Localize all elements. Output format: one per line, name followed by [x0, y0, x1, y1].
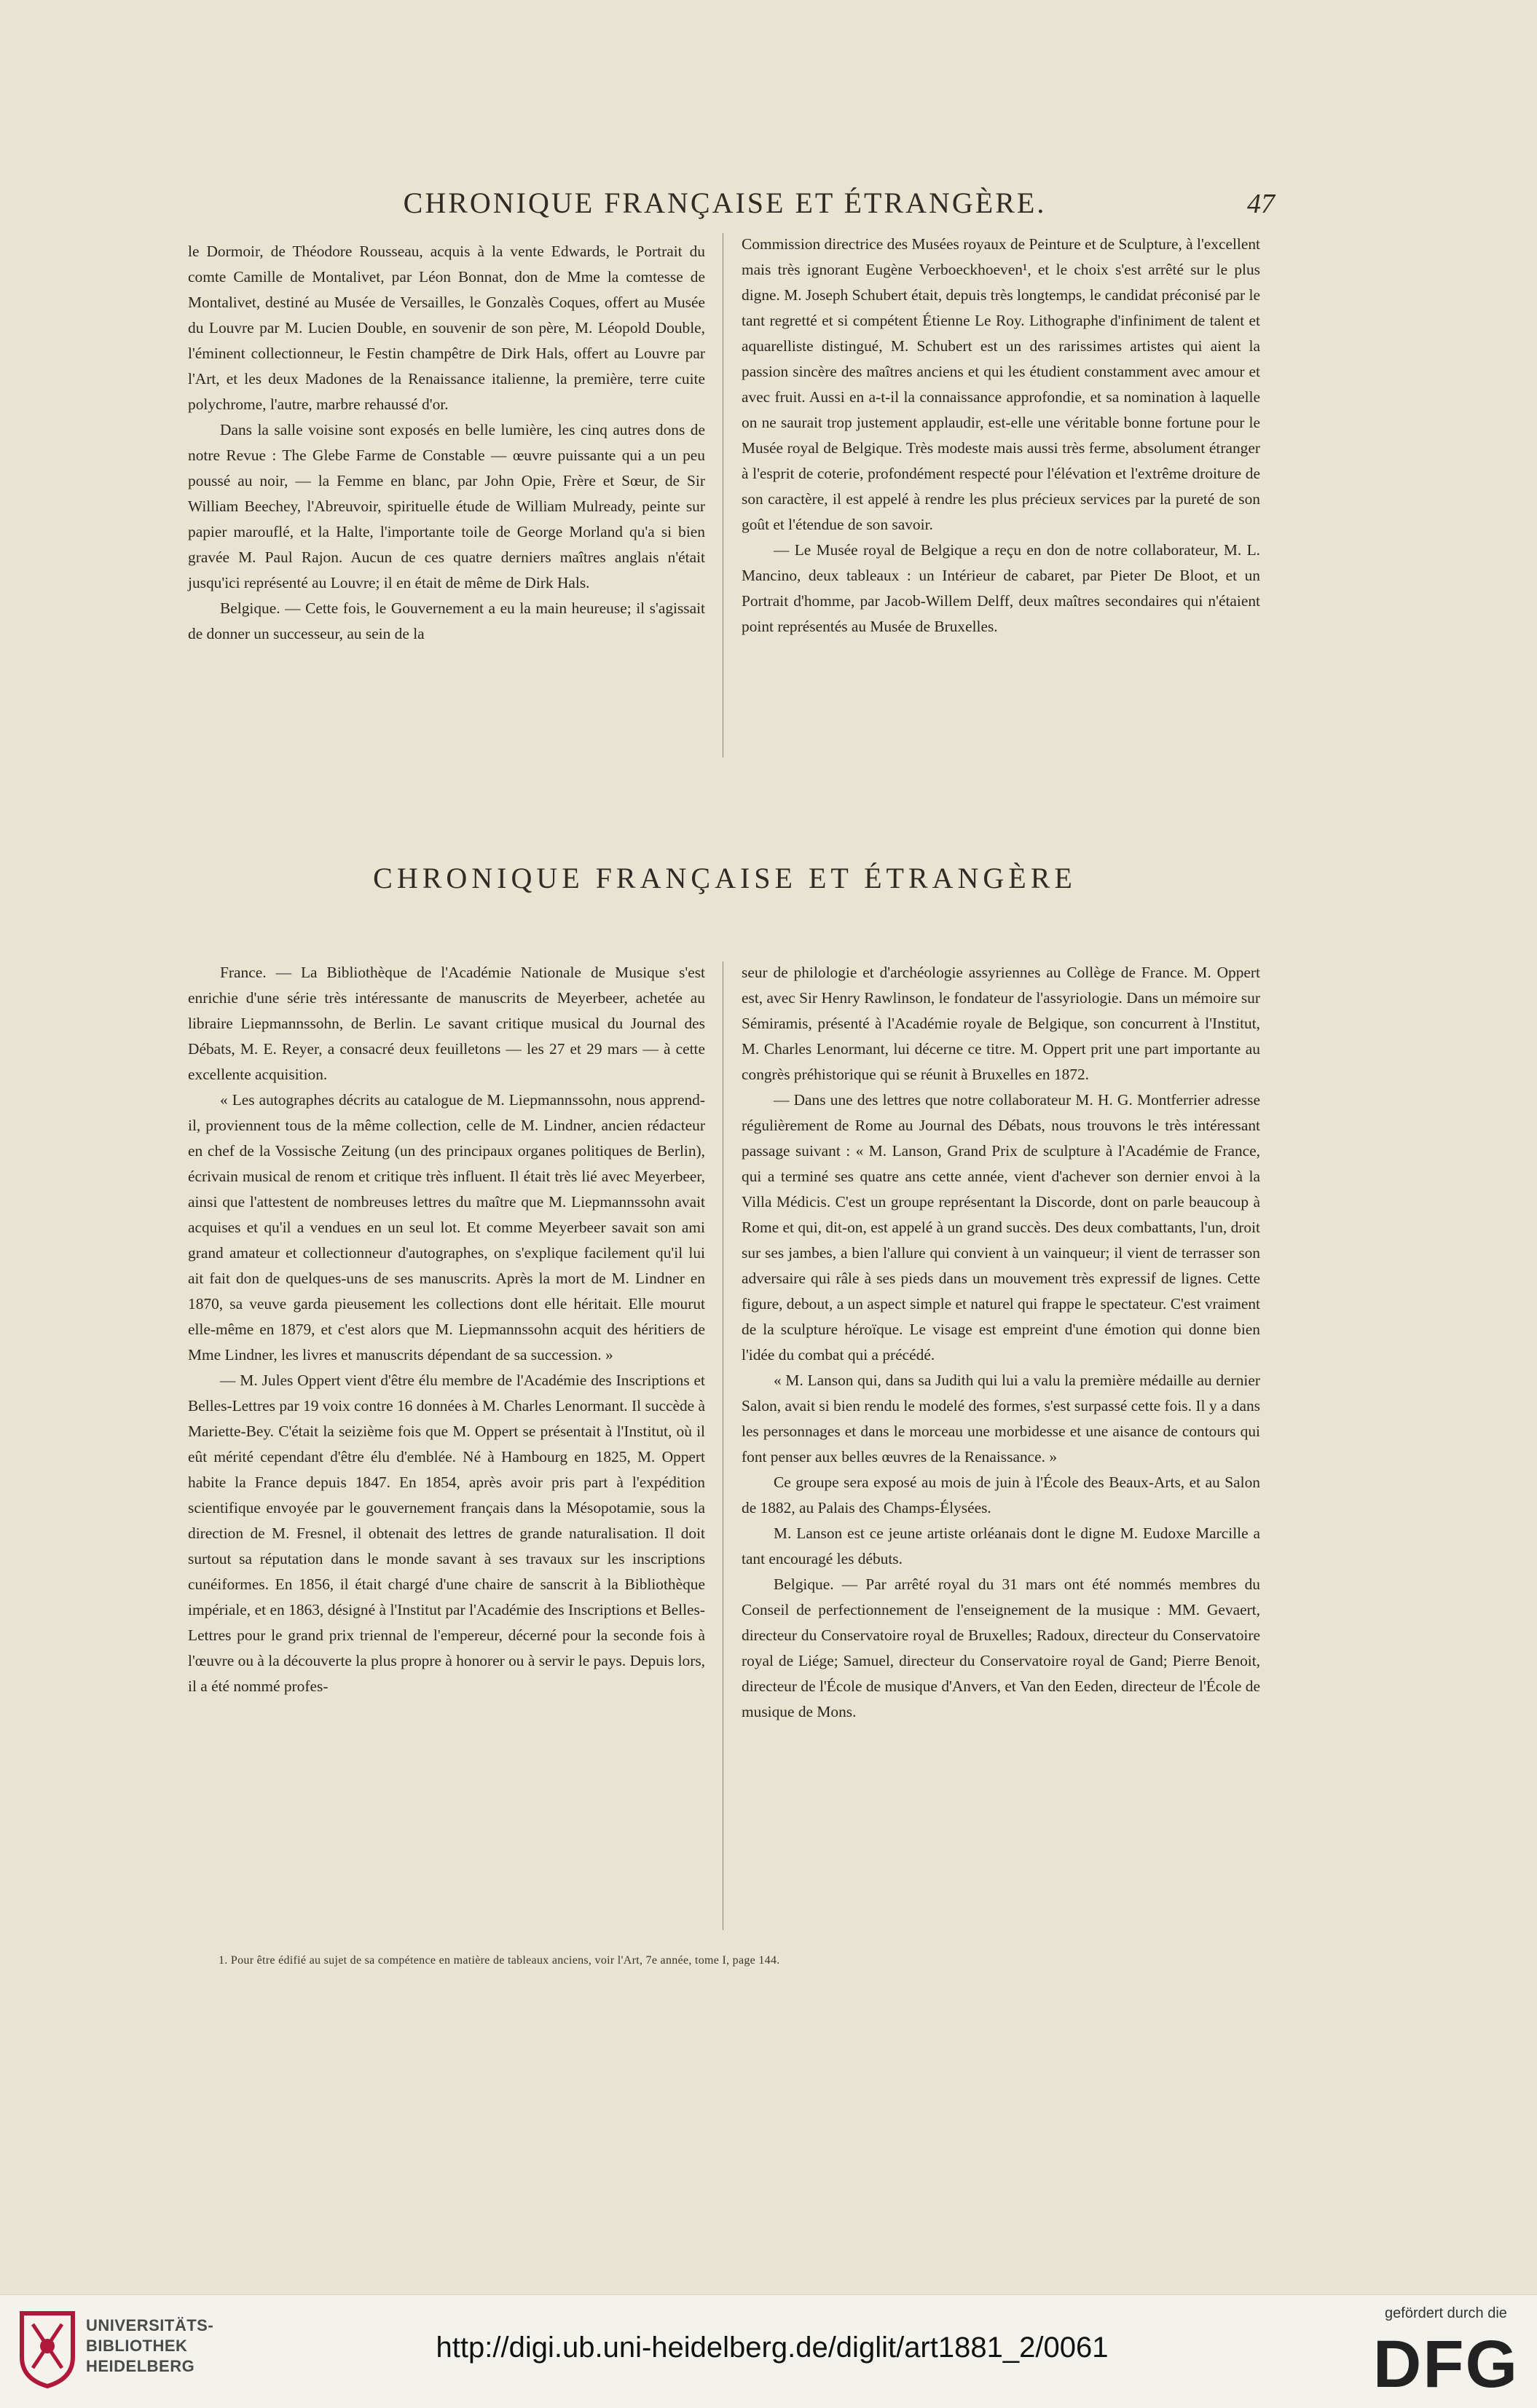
dfg-logo-icon[interactable] — [1369, 2330, 1522, 2396]
running-head-title: CHRONIQUE FRANÇAISE ET ÉTRANGÈRE. — [403, 186, 1047, 219]
university-seal-icon[interactable] — [15, 2310, 80, 2390]
paragraph: « M. Lanson qui, dans sa Judith qui lui a valu la première médaille au dernier Salon, avait si bien rendu le modelé des formes, s'est surpassé cette fois. Il y a dans les personnages et dans le morceau une morbidesse et une aisance de contours qui font penser aux belles œuvres de la Renaissance. » — [742, 1372, 1260, 1465]
paragraph: — M. Jules Oppert vient d'être élu membre de l'Académie des Inscriptions et Belles-Lettres par 19 voix contre 16 données à M. Charles Lenormant. Il succède à Mariette-Bey. C'était la seizième fois que M. Oppert se présentait à l'Institut, où il eût mérité cependant d'être élu d'emblée. Né à Hambourg en 1825, M. Oppert habite la France depuis 1847. En 1854, après avoir pris part à l'expédition scientifique envoyée par le gouvernement français dans la Mésopotamie, sous la direction de M. Fresnel, il obtenait des lettres de grande naturalisation. Il doit surtout sa réputation dans le monde savant à ses travaux sur les inscriptions cunéiformes. En 1856, il était chargé d'une chaire de sanscrit à la Bibliothèque impériale, et en 1863, désigné à l'Institut par l'Académie des Inscriptions et Belles-Lettres pour le grand prix triennal de l'empereur, décerné pour la seconde fois à l'œuvre ou à la découverte la plus propre à honorer ou à servir le pays. Depuis lors, il a été nommé profes- — [188, 1372, 705, 1695]
lower-left-column — [188, 960, 705, 1699]
paragraph: — Dans une des lettres que notre collaborateur M. H. G. Montferrier adresse régulièrement de Rome au Journal des Débats, nous trouvons le très intéressant passage suivant : « M. Lanson, Grand Prix de sculpture à l'Académie de France, qui a terminé ses quatre ans cette année, vient d'achever son dernier envoi à la Villa Médicis. C'est un groupe représentant la Discorde, dont on parle beaucoup à Rome et qui, dit-on, est appelé à un grand succès. Des deux combattants, l'un, droit sur ses jambes, a bien l'allure qui convient à un vainqueur; il vient de terrasser son adversaire qui râle à ses pieds dans un mouvement très expressif de lignes. Cette figure, debout, a un aspect simple et naturel qui frappe le spectateur. C'est vraiment de la sculpture héroïque. Le visage est empreint d'une émotion qui donne bien l'idée du combat qui a précédé. — [742, 1091, 1260, 1364]
page-number: 47 — [1247, 189, 1275, 219]
section-title: CHRONIQUE FRANÇAISE ET ÉTRANGÈRE — [373, 862, 1077, 894]
paragraph: « Les autographes décrits au catalogue de M. Liepmannssohn, nous apprend-il, proviennent tous de la même collection, celle de M. Lindner, ancien rédacteur en chef de la Vossische Zeitung (un des principaux organes politiques de Berlin), écrivain musical de renom et critique très influent. Il était très lié avec Meyerbeer, ainsi que l'attestent de nombreuses lettres du maître que M. Liepmannssohn avait acquises et qu'il a vendues en un seul lot. Et comme Meyerbeer savait son ami grand amateur et collectionneur d'autographes, on s'explique facilement qu'il lui ait fait don de quelques-uns de ses manuscrits. Après la mort de M. Lindner en 1870, sa veuve garda pieusement les collections dont elle héritait. Elle mourut elle-même en 1879, et c'est alors que M. Liepmannssohn acquit des héritiers de Mme Lindner, les livres et manuscrits dépendant de sa succession. » — [188, 1091, 705, 1364]
digitization-footer — [0, 2294, 1537, 2408]
paragraph: Belgique. — Cette fois, le Gouvernement a eu la main heureuse; il s'agissait de donner un successeur, au sein de la — [188, 599, 705, 642]
sponsor-caption: gefördert durch die — [1385, 2305, 1507, 2321]
paragraph: M. Lanson est ce jeune artiste orléanais dont le digne M. Eudoxe Marcille a tant encouragé les débuts. — [742, 1524, 1260, 1567]
upper-right-column — [742, 232, 1260, 640]
paragraph: France. — La Bibliothèque de l'Académie Nationale de Musique s'est enrichie d'une série très intéressante de manuscrits de Meyerbeer, achetée au libraire Liepmannssohn, de Berlin. Le savant critique musical du Journal des Débats, M. E. Reyer, a consacré deux feuilletons — les 27 et 29 mars — à cette excellente acquisition. — [188, 964, 705, 1083]
paragraph: — Le Musée royal de Belgique a reçu en don de notre collaborateur, M. L. Mancino, deux tableaux : un Intérieur de cabaret, par Pieter De Bloot, et un Portrait d'homme, par Jacob-Willem Delff, deux maîtres secondaires qui n'étaient point représentés au Musée de Bruxelles. — [742, 541, 1260, 635]
paragraph: Ce groupe sera exposé au mois de juin à l'École des Beaux-Arts, et au Salon de 1882, au Palais des Champs-Élysées. — [742, 1473, 1260, 1516]
paragraph: Belgique. — Par arrêté royal du 31 mars ont été nommés membres du Conseil de perfectionnement de l'enseignement de la musique : MM. Gevaert, directeur du Conservatoire royal de Bruxelles; Radoux, directeur du Conservatoire royal de Liége; Samuel, directeur du Conservatoire royal de Gand; Pierre Benoit, directeur de l'École de musique d'Anvers, et Van den Eeden, directeur de l'École de musique de Mons. — [742, 1575, 1260, 1720]
paragraph: seur de philologie et d'archéologie assyriennes au Collège de France. M. Oppert est, avec Sir Henry Rawlinson, le fondateur de l'assyriologie. Dans un mémoire sur Sémiramis, présenté à l'Académie royale de Belgique, son concurrent à l'Institut, M. Charles Lenormant, lui décerne ce titre. M. Oppert prit une part importante au congrès préhistorique qui se réunit à Bruxelles en 1872. — [742, 964, 1260, 1083]
paragraph: Commission directrice des Musées royaux de Peinture et de Sculpture, à l'excellent mais très ignorant Eugène Verboeckhoeven¹, et le choix s'est arrêté sur le plus digne. M. Joseph Schubert était, depuis très longtemps, le candidat préconisé par le tant regretté et si compétent Étienne Le Roy. Lithographe d'infiniment de talent et aquarelliste distingué, M. Schubert est un des rarissimes artistes qui aient la passion sincère des maîtres anciens et qui les étudient constamment avec amour et avec fruit. Aussi en a-t-il la connaissance approfondie, et sa nomination à laquelle on ne saurait trop justement applaudir, est-elle une véritable bonne fortune pour le Musée royal de Belgique. Très modeste mais aussi très ferme, absolument étranger à l'esprit de coterie, profondément respecté pour l'élévation et l'extrême droiture de son caractère, il est appelé à rendre les plus précieux services par la pureté de son goût et l'étendue de son savoir. — [742, 235, 1260, 533]
permalink-url[interactable]: http://digi.ub.uni-heidelberg.de/diglit/art1881_2/0061 — [436, 2332, 1109, 2364]
paragraph: le Dormoir, de Théodore Rousseau, acquis à la vente Edwards, le Portrait du comte Camille de Montalivet, par Léon Bonnat, don de Mme la comtesse de Montalivet, destiné au Musée de Versailles, le Gonzalès Coques, offert au Musée du Louvre par M. Lucien Double, en souvenir de son père, M. Léopold Double, l'éminent collectionneur, le Festin champêtre de Dirk Hals, offert au Louvre par l'Art, et les deux Madones de la Renaissance italienne, la première, terre cuite polychrome, l'autre, marbre rehaussé d'or. — [188, 243, 705, 413]
paragraph: Dans la salle voisine sont exposés en belle lumière, les cinq autres dons de notre Revue : The Glebe Farme de Constable — œuvre puissante qui a un peu poussé au noir, — la Femme en blanc, par John Opie, Frère et Sœur, de Sir William Beechey, l'Abreuvoir, spirituelle étude de William Mulready, peinte sur papier marouflé, et la Halte, l'importante toile de George Morland qu'a si bien gravée M. Paul Rajon. Aucun de ces quatre derniers maîtres anglais n'était jusqu'ici représenté au Louvre; il en était de même de Dirk Hals. — [188, 421, 705, 591]
upper-left-column — [188, 239, 705, 647]
footnote: 1. Pour être édifié au sujet de sa compétence en matière de tableaux anciens, voir l'Art, 7e année, tome I, page 144. — [219, 1954, 780, 1967]
library-name[interactable]: UNIVERSITÄTS- BIBLIOTHEK HEIDELBERG — [86, 2316, 214, 2375]
lower-right-column — [742, 960, 1260, 1725]
dfg-logo-text: DFG — [1372, 2330, 1520, 2396]
